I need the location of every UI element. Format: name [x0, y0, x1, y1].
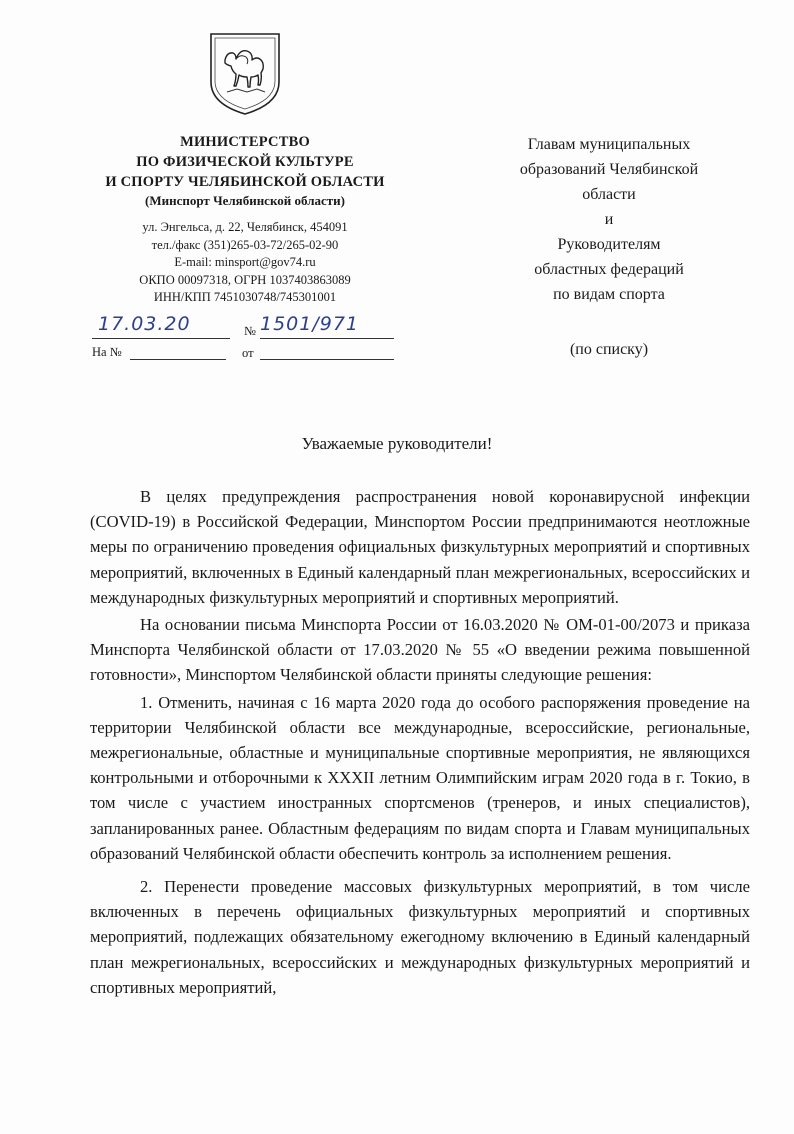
addressee-line: области: [582, 186, 636, 203]
document-date: 17.03.20: [98, 313, 191, 335]
ministry-short-name: (Минспорт Челябинской области): [145, 193, 345, 208]
body-paragraph: На основании письма Минспорта России от 16.03.2020 № ОМ-01-00/2073 и приказа Минспорта Челябинской области от 17.03.2020 № 55 «О введении режима повышенной готовности», Минспортом Челябинской области приняты следующие решения:: [90, 615, 750, 685]
addressee-line: образований Челябинской: [519, 161, 699, 178]
ministry-name-line: ПО ФИЗИЧЕСКОЙ КУЛЬТУРЕ: [136, 154, 354, 170]
addressee-line: областных федераций: [534, 261, 684, 278]
addressee-line: и: [604, 211, 614, 228]
spacer: [480, 307, 738, 337]
body-paragraph: 2. Перенести проведение массовых физкультурных мероприятий, в том числе включенных в перечень официальных физкультурных мероприятий и спортивных мероприятий, подлежащих обязательному ежегодному включению в Единый календарный план межрегиональных, всероссийских и международных физкультурных мероприятий и спортивных мероприятий,: [90, 877, 750, 997]
inn-line: ИНН/КПП 7451030748/745301001: [153, 290, 337, 304]
registration-line: [92, 313, 412, 342]
salutation: Уважаемые руководители!: [301, 434, 493, 453]
okpo-line: ОКПО 00097318, ОГРН 1037403863089: [139, 272, 351, 287]
number-label: №: [244, 324, 256, 338]
email-line: E-mail: minsport@gov74.ru: [174, 255, 316, 269]
address-line: ул. Энгельса, д. 22, Челябинск, 454091: [142, 220, 348, 234]
document-number: 1501/971: [260, 313, 360, 335]
addressee-line: Главам муниципальных: [527, 136, 691, 153]
ministry-name-line: И СПОРТУ ЧЕЛЯБИНСКОЙ ОБЛАСТИ: [105, 174, 385, 190]
ministry-name-line: МИНИСТЕРСТВО: [180, 134, 310, 150]
phone-line: тел./факс (351)265-03-72/265-02-90: [151, 237, 339, 252]
reply-reference-line: [92, 345, 412, 365]
reply-date-underline: [260, 359, 394, 360]
addressee-note: (по списку): [569, 341, 649, 358]
addressee-line: Руководителям: [557, 236, 661, 253]
body-paragraph: 1. Отменить, начиная с 16 марта 2020 года до особого распоряжения проведение на территории Челябинской области все международные, всероссийские, региональные, межрегиональные, областные и муниципальные спортивные мероприятия, не являющихся контрольными и отборочными к XXXII летним Олимпийским играм 2020 года в г. Токио, в том числе с участием иностранных спортсменов (тренеров, и иных специалистов), запланированных ранее. Областным федерациям по видам спорта и Главам муниципальных образований Челябинской области обеспечить контроль за исполнением решения.: [90, 692, 750, 863]
number-underline: [260, 338, 394, 339]
reply-number-underline: [130, 359, 226, 360]
date-underline: [92, 338, 230, 339]
reply-number-label: На №: [92, 345, 122, 359]
body-paragraph: В целях предупреждения распространения новой коронавирусной инфекции (COVID-19) в Российской Федерации, Минспортом России предпринимаются неотложные меры по ограничению проведения официальных физкультурных мероприятий и спортивных мероприятий, включенных в Единый календарный план межрегиональных, всероссийских и международных физкультурных мероприятий и спортивных мероприятий.: [90, 487, 750, 607]
letter-body: [90, 484, 750, 1000]
reply-from-label: от: [242, 346, 254, 360]
ministry-contacts: [92, 219, 398, 307]
coat-of-arms-emblem: [207, 30, 283, 116]
addressee-block: [480, 132, 738, 362]
addressee-line: по видам спорта: [553, 286, 665, 303]
ministry-header: [80, 132, 410, 210]
